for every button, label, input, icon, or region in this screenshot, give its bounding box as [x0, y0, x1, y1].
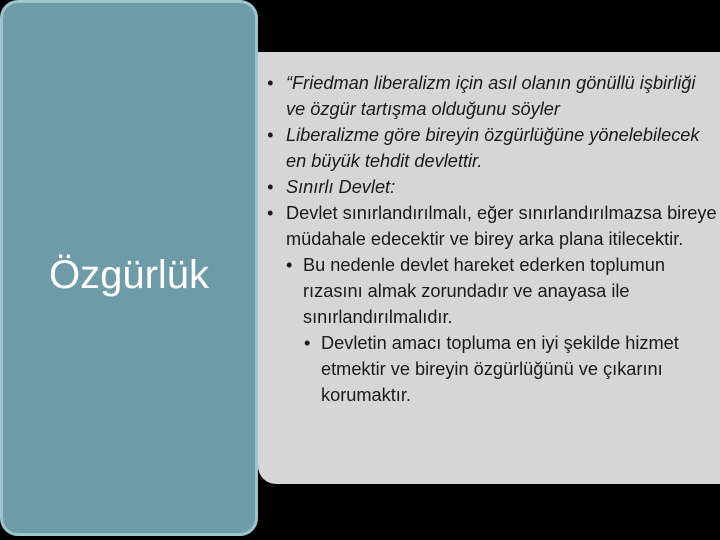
bullet-item-friedman: [266, 70, 718, 122]
bullet-icon: •: [267, 125, 274, 145]
slide-title: Özgürlük: [48, 253, 210, 297]
bullet-text: Bu nedenle devlet hareket ederken toplumun rızasını almak zorundadır ve anayasa ile sınırlandırılmalıdır.: [303, 255, 665, 327]
bullet-item-liberalizm: [266, 122, 718, 174]
bullet-text: “Friedman liberalizm için asıl olanın gönüllü işbirliği ve özgür tartışma olduğunu söyler: [286, 73, 696, 119]
bullet-icon: •: [286, 255, 293, 275]
bullet-list: [266, 70, 718, 408]
bullet-icon: •: [267, 177, 274, 197]
bullet-icon: •: [304, 333, 311, 353]
bullet-text: Devletin amacı topluma en iyi şekilde hizmet etmektir ve bireyin özgürlüğünü ve çıkarını korumaktır.: [321, 333, 679, 405]
bullet-item-sinirli-devlet: [266, 174, 718, 200]
bullet-item-devlet-sinirlandirilmali: [266, 200, 718, 252]
title-panel: [0, 0, 258, 536]
bullet-text: Liberalizme göre bireyin özgürlüğüne yönelebilecek en büyük tehdit devlettir.: [286, 125, 700, 171]
bullet-icon: •: [267, 73, 274, 93]
bullet-text: Devlet sınırlandırılmalı, eğer sınırlandırılmazsa bireye müdahale edecektir ve birey arka plana itilecektir.: [286, 203, 717, 249]
bullet-item-toplumun-rizasi: [266, 252, 718, 330]
bullet-text: Sınırlı Devlet:: [286, 177, 396, 197]
bullet-item-devletin-amaci: [266, 330, 718, 408]
bullet-icon: •: [267, 203, 274, 223]
